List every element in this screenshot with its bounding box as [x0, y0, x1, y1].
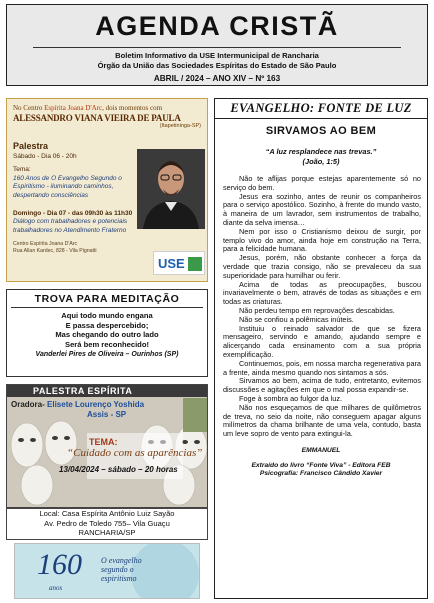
article-paragraph: Foge à sombra ao fulgor da luz. — [239, 393, 343, 403]
promo-speaker-name: ALESSANDRO VIANA VIEIRA DE PAULA — [13, 113, 181, 123]
lecture-theme: “Cuidado com as aparências” — [67, 447, 203, 459]
article-paragraph: Jesus era sozinho, antes de reunir os companheiros para o serviço apostólico. Sozinho, à frente do mundo vasto, à maneira de um lavrador, sem instrumentos de trabalho, diante da selva imensa… — [223, 191, 421, 227]
address-line-1: Centro Espírita Joana D'Arc — [13, 241, 78, 247]
epigraph-quote: “A luz resplandece nas trevas.” — [265, 147, 377, 156]
source-book: Extraído do livro “Fonte Viva” - Editora FEB — [251, 461, 391, 469]
promo-header — [7, 99, 207, 112]
theme-text: 160 Anos de O Evangelho Segundo o Espiritismo - iluminando caminhos, despertando consciências — [13, 174, 122, 199]
trova-box — [6, 289, 208, 377]
article-paragraph: Jesus, porém, não obstante conhecer a força da verdade que trazia consigo, não se prevaleceu da sua superioridade para humilhar ou ferir. — [223, 253, 421, 280]
article-paragraph: Não perdeu tempo em reprovações descabidas. — [239, 305, 395, 315]
lecture-theme-label: TEMA: — [89, 437, 118, 447]
use-logo — [153, 251, 205, 275]
book-title-line-1: O evangelho — [101, 556, 142, 565]
book-title-line-3: espiritismo — [101, 574, 137, 583]
article-body — [223, 175, 421, 439]
trova-line: Mas chegando do outro lado — [55, 330, 159, 340]
trova-line: Aqui todo mundo engana — [61, 311, 153, 320]
address-line-2: Rua Allan Kardec, 828 - Vila Pignatti — [13, 248, 97, 254]
promo-speaker-city: (Itapetininga-SP) — [159, 123, 201, 129]
article-paragraph: Acima de todas as preocupações, buscou invariavelmente o bem, através de todas as situações e em todas as criaturas. — [223, 279, 421, 307]
svg-text:USE: USE — [158, 256, 185, 271]
anniversary-banner — [14, 543, 200, 599]
section-divider — [215, 118, 427, 119]
newsletter-title: AGENDA CRISTÃ — [95, 11, 339, 41]
promo-details — [13, 141, 133, 255]
book-title-line-2: segundo o — [101, 565, 134, 574]
article-paragraph: Continuemos, pois, em nossa marcha regenerativa para a frente, ainda mesmo quando nos sintamos a sós. — [223, 358, 421, 377]
article-paragraph: Não te aflijas porque estejas aparentemente só no serviço do bem. — [223, 174, 421, 192]
anniversary-word: anos — [49, 584, 63, 592]
speaker-portrait — [137, 149, 205, 229]
speaker-prefix: Oradora- — [11, 400, 48, 409]
article-source — [215, 462, 427, 479]
evangelho-article — [214, 98, 428, 599]
location-line-2: Av. Pedro de Toledo 755– Vila Guaçu — [44, 518, 170, 528]
newsletter-subtitle-1: Boletim Informativo da USE Intermunicipal de Rancharia — [115, 51, 319, 60]
lecture-speaker-city: Assis - SP — [87, 410, 127, 419]
sunday-description: Diálogo com trabalhadores e potenciais trabalhadores no Atendimento Fraterno — [13, 218, 128, 234]
masthead-divider — [33, 47, 401, 48]
trova-title: TROVA PARA MEDITAÇÃO — [34, 293, 180, 305]
location-line-1: Local: Casa Espírita Antônio Luiz Sayão — [39, 509, 175, 518]
lecture-date: 13/04/2024 – sábado – 20 horas — [59, 465, 178, 474]
trova-divider — [11, 307, 203, 308]
section-header: EVANGELHO: FONTE DE LUZ — [230, 101, 412, 115]
issue-info: ABRIL / 2024 – ANO XIV – Nº 163 — [153, 74, 281, 83]
lecture-speaker — [11, 400, 144, 409]
palestra-label: Palestra — [13, 141, 49, 151]
location-line-3: RANCHARIA/SP — [78, 528, 136, 538]
article-title: SIRVAMOS AO BEM — [265, 125, 377, 137]
promo-center-name: Espírita Joana D'Arc — [44, 104, 103, 112]
newsletter-subtitle-2: Órgão da União das Sociedades Espíritas do Estado de São Paulo — [97, 61, 337, 70]
lecture-location — [6, 508, 208, 540]
promo-address — [13, 241, 133, 255]
trova-author: Vanderlei Pires de Oliveira – Ourinhos (SP) — [35, 351, 179, 359]
speaker-name: Elisete Lourenço Yoshida — [47, 400, 145, 409]
article-paragraph: Não nos esqueçamos de que milhares de quilômetros de treva, no seio da noite, não conseguem apagar alguns milímetros da chama brilhante de uma vela, contudo, basta um leve sopro de vento para extingui-la. — [223, 402, 421, 439]
article-paragraph: Não se confiou a polêmicas inúteis. — [239, 314, 354, 324]
article-paragraph: Sirvamos ao bem, acima de tudo, entretanto, evitemos discussões e agitações em que o mal possa expandir-se. — [223, 376, 421, 395]
theme-label: Tema: — [13, 166, 31, 173]
promo-header-suffix: , dois momentos com — [102, 104, 163, 112]
trova-line: Será bem reconhecido! — [65, 339, 149, 349]
lecture-title: PALESTRA ESPÍRITA — [7, 385, 208, 397]
masthead — [6, 4, 428, 86]
event-promo-card — [6, 98, 208, 282]
speaker-photo — [183, 398, 207, 432]
lecture-poster — [6, 384, 208, 508]
palestra-theme — [13, 166, 133, 200]
epigraph-reference: (João, 1:5) — [302, 157, 340, 166]
sunday-session: Domingo - Dia 07 - das 09h30 às 11h30 — [13, 210, 133, 217]
article-author: EMMANUEL — [301, 446, 341, 454]
palestra-when: Sábado - Dia 06 - 20h — [13, 153, 77, 160]
source-psychography: Psicografia: Francisco Cândido Xavier — [259, 470, 383, 478]
anniversary-book-title — [101, 556, 142, 583]
article-paragraph: Instituiu o reinado salvador de que se fizera mensageiro, servindo e amando, ajudando sempre e alicerçando cada ensinamento com a sua própria exemplificação. — [223, 323, 421, 359]
trova-line: E passa despercebido; — [65, 320, 149, 330]
promo-header-prefix: No Centro — [13, 104, 45, 112]
article-paragraph: Nem por isso o Cristianismo deixou de surgir, por templo vivo do amor, ainda hoje em construção na Terra, para a felicidade humana. — [223, 226, 421, 254]
anniversary-number: 160 — [37, 548, 82, 581]
